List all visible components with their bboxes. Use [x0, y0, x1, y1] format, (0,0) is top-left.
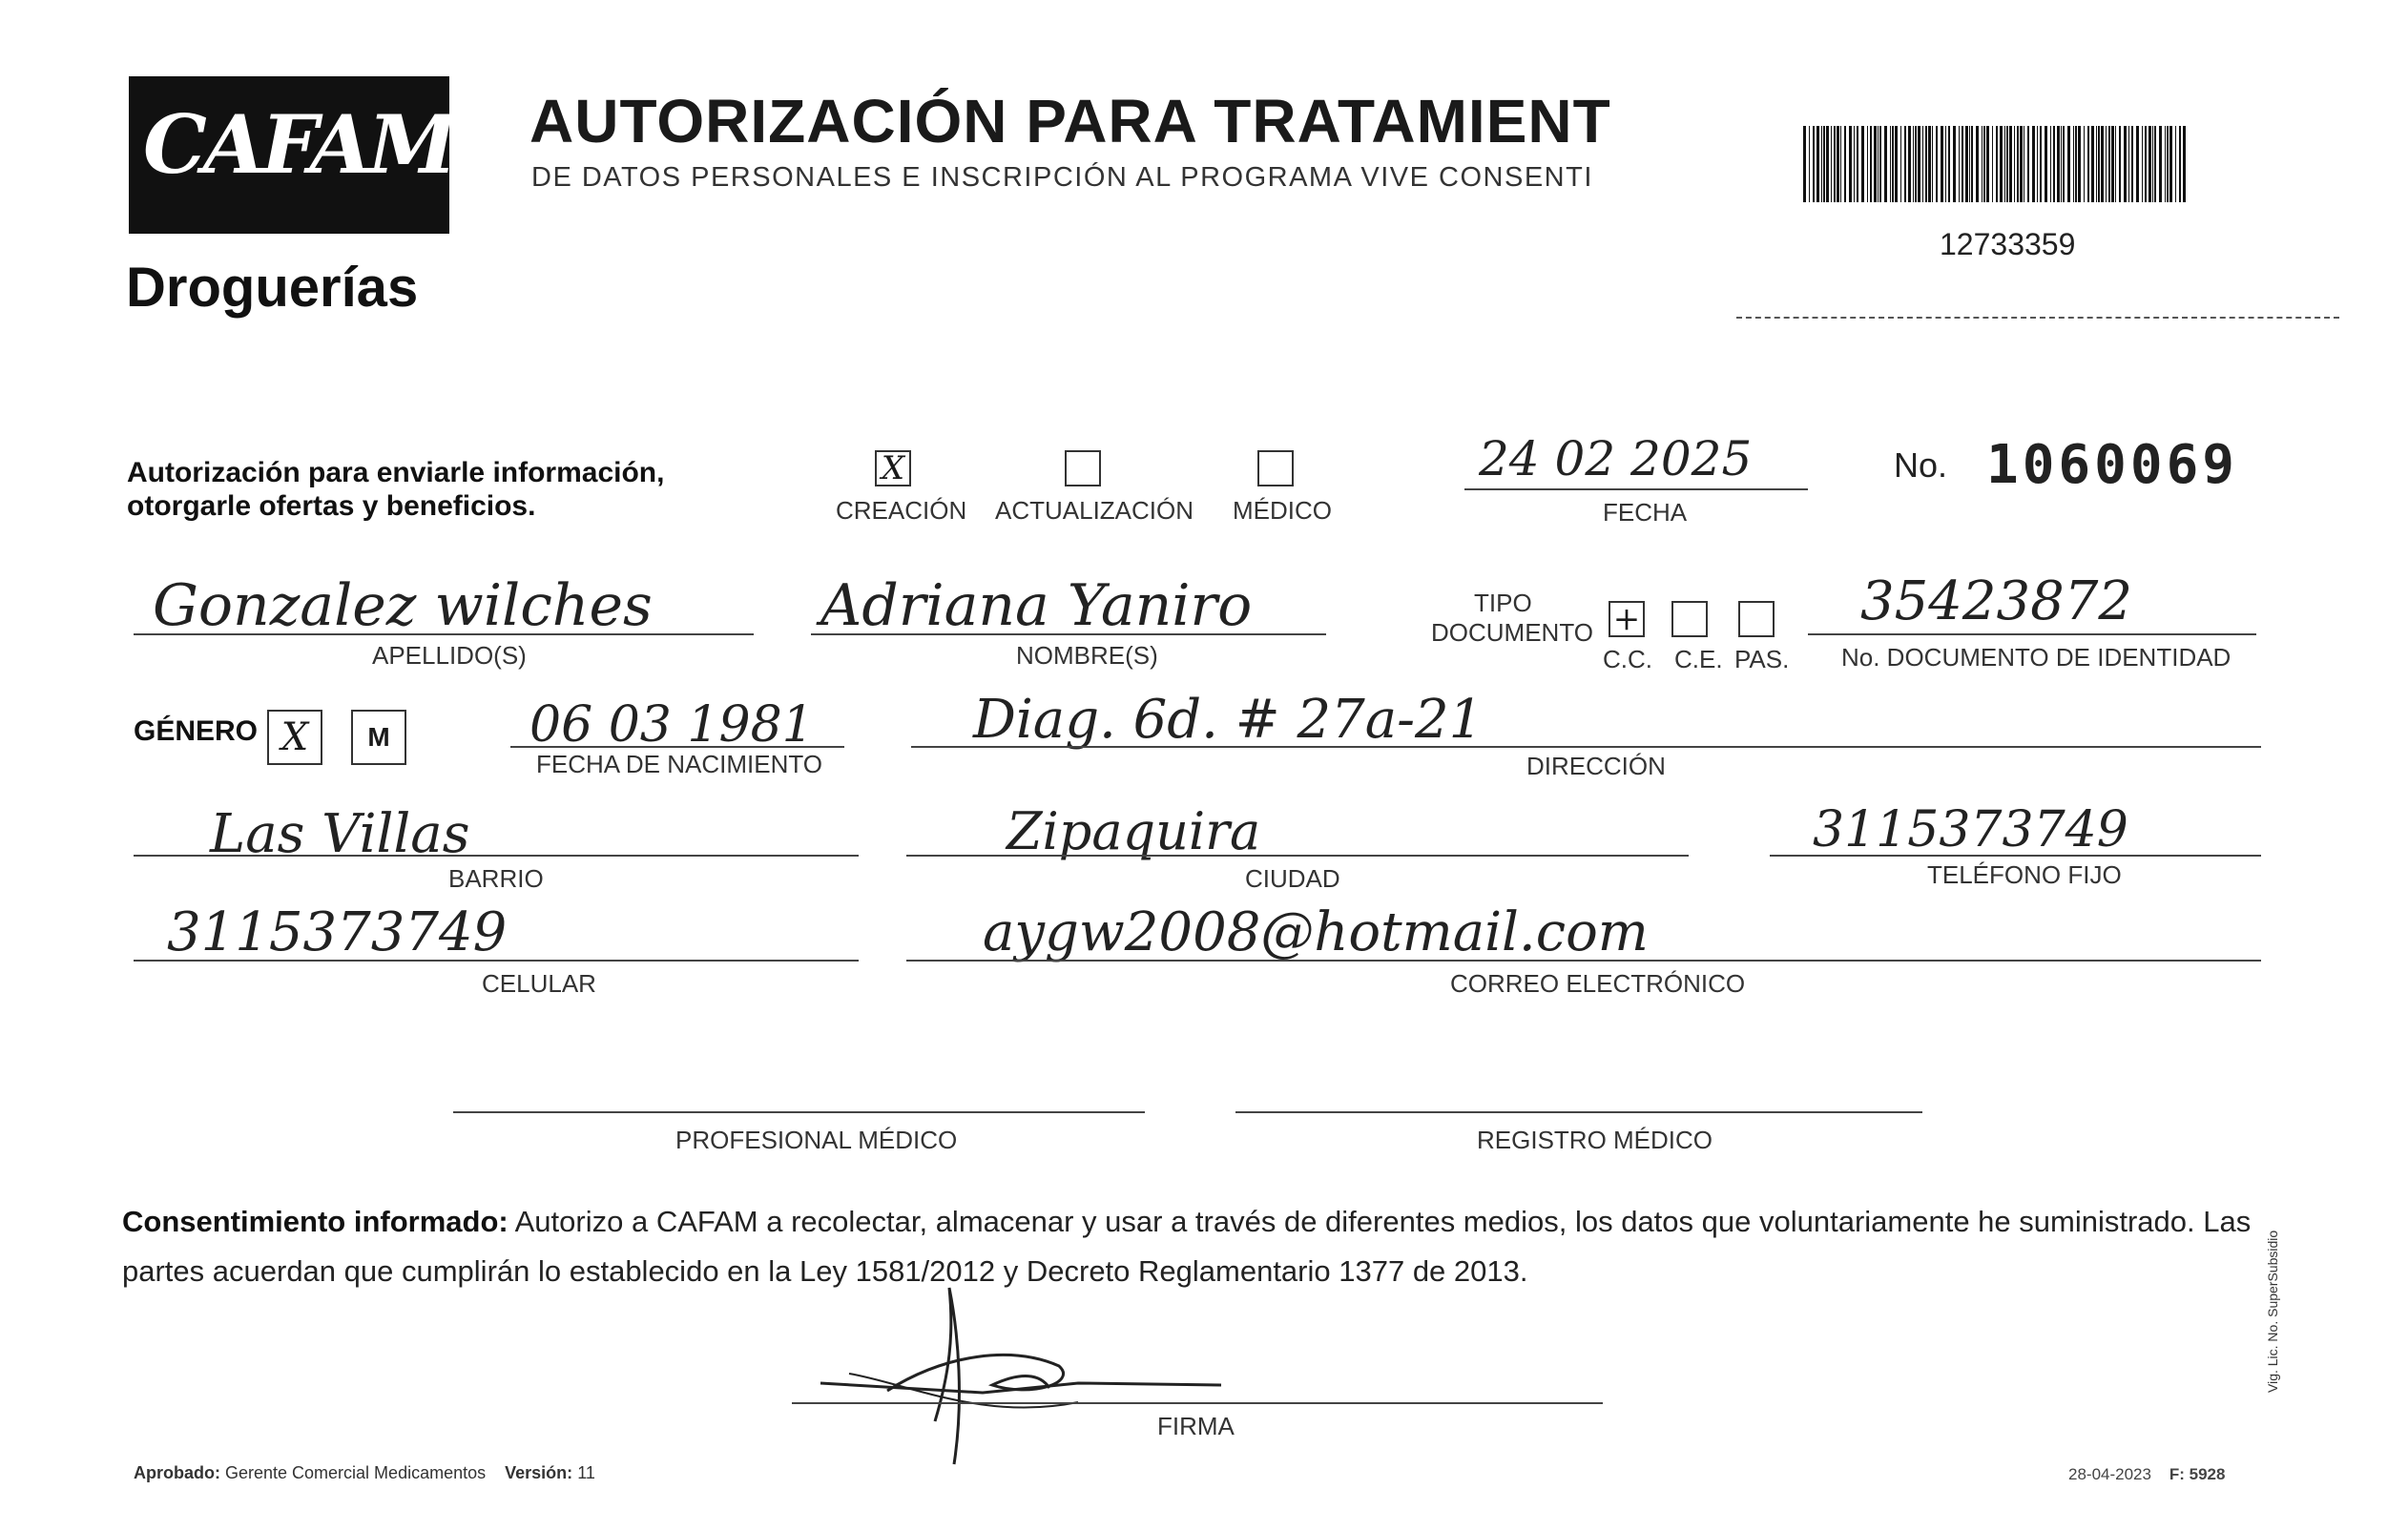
barcode-bar: [1849, 126, 1852, 202]
documento-value: 35423872: [1860, 570, 2133, 632]
nombres-line: [811, 633, 1326, 635]
label-pas: PAS.: [1734, 645, 1790, 673]
barcode-bar: [1945, 126, 1946, 202]
label-cc: C.C.: [1603, 645, 1652, 673]
barcode-bar: [1844, 126, 1846, 202]
barcode-bar: [2169, 126, 2172, 202]
barcode-bar: [1826, 126, 1829, 202]
barcode-bar: [1874, 126, 1877, 202]
barcode-bar: [2098, 126, 2100, 202]
barcode-bar: [2000, 126, 2003, 202]
check-mark-icon: X: [280, 715, 309, 759]
checkbox-cc[interactable]: [1609, 601, 1645, 637]
logo-subtitle: Droguerías: [126, 257, 419, 319]
barcode-bar: [1922, 126, 1923, 202]
barcode-bar: [1904, 126, 1906, 202]
barcode-bar: [1816, 126, 1819, 202]
barrio-label: BARRIO: [448, 864, 544, 893]
registro-line: [1235, 1111, 1922, 1113]
telefono-label: TELÉFONO FIJO: [1927, 860, 2122, 889]
barcode-bar: [1918, 126, 1920, 202]
barcode-bar: [2084, 126, 2085, 202]
form-title: AUTORIZACIÓN PARA TRATAMIENT: [529, 87, 1611, 155]
barcode-bar: [1983, 126, 1985, 202]
barcode-bar: [2061, 126, 2062, 202]
barcode-bar: [1953, 126, 1956, 202]
checkbox-ce[interactable]: [1671, 601, 1708, 637]
barcode-bar: [1823, 126, 1825, 202]
barcode-bar: [2073, 126, 2074, 202]
barcode-bar: [2091, 126, 2094, 202]
barcode-bar: [1900, 126, 1901, 202]
barcode-bar: [2057, 126, 2060, 202]
barcode-bar: [1803, 126, 1806, 202]
barcode-bar: [1861, 126, 1864, 202]
barcode-bar: [2020, 126, 2023, 202]
barcode-bar: [2119, 126, 2121, 202]
barcode-bar: [1821, 126, 1822, 202]
barcode-bar: [2101, 126, 2104, 202]
barcode-bar: [2145, 126, 2147, 202]
nombres-label: NOMBRE(S): [1016, 641, 1158, 670]
barcode-bar: [2108, 126, 2110, 202]
tipo-label-1: TIPO: [1474, 589, 1532, 617]
documento-line: [1808, 633, 2256, 635]
checkbox-genero-f[interactable]: [267, 710, 322, 765]
side-vertical-text: Vig. Lic. No. SuperSubsidio: [2265, 1230, 2280, 1393]
tipo-label-2: DOCUMENTO: [1431, 618, 1593, 647]
genero-label: GÉNERO: [134, 715, 259, 747]
barcode-bar: [1895, 126, 1898, 202]
barcode-bar: [1884, 126, 1887, 202]
barcode-bar: [2063, 126, 2065, 202]
barcode-bar: [2124, 126, 2127, 202]
barcode-bar: [1831, 126, 1832, 202]
barcode-bar: [2037, 126, 2038, 202]
celular-value: 3115373749: [167, 901, 508, 963]
barcode-bar: [2149, 126, 2151, 202]
barcode-bar: [1908, 126, 1911, 202]
barcode-bar: [2159, 126, 2162, 202]
barcode-bar: [1854, 126, 1855, 202]
barcode-bar: [2111, 126, 2114, 202]
fecha-label: FECHA: [1603, 498, 1688, 527]
barcode-bar: [1959, 126, 1960, 202]
barcode-bar: [1870, 126, 1872, 202]
barcode-bar: [2179, 126, 2181, 202]
barcode-bar: [1992, 126, 1993, 202]
label-medico: MÉDICO: [1233, 496, 1332, 525]
consent-heading: Consentimiento informado:: [122, 1205, 509, 1238]
checkbox-medico[interactable]: [1257, 450, 1294, 486]
barcode-bar: [2004, 126, 2005, 202]
version-value: 11: [577, 1463, 595, 1482]
profesional-line: [453, 1111, 1145, 1113]
barcode-bar: [2175, 126, 2176, 202]
barcode-bar: [2152, 126, 2153, 202]
barcode-bar: [2027, 126, 2029, 202]
barcode-bar: [2106, 126, 2107, 202]
barcode-bar: [1941, 126, 1943, 202]
apellidos-value: Gonzalez wilches: [153, 572, 653, 639]
form-subtitle: DE DATOS PERSONALES E INSCRIPCIÓN AL PROGRAMA VIVE CONSENTI: [531, 162, 1593, 193]
authorization-line-1: Autorización para enviarle información,: [127, 457, 665, 488]
barcode-bar: [2165, 126, 2166, 202]
barcode-bar: [1969, 126, 1970, 202]
authorization-line-2: otorgarle ofertas y beneficios.: [127, 490, 536, 522]
barcode-bar: [1962, 126, 1963, 202]
firma-label: FIRMA: [1157, 1412, 1235, 1440]
nacimiento-line: [510, 746, 844, 748]
aprobado-value: Gerente Comercial Medicamentos: [225, 1463, 487, 1482]
checkbox-creacion[interactable]: [875, 450, 911, 486]
barcode-bar: [1913, 126, 1914, 202]
barcode-bar: [1928, 126, 1931, 202]
barcode-bar: [1971, 126, 1973, 202]
barrio-line: [134, 855, 859, 857]
barcode-bar: [1809, 126, 1810, 202]
barcode-bar: [1837, 126, 1839, 202]
barcode-bar: [2009, 126, 2012, 202]
direccion-label: DIRECCIÓN: [1526, 752, 1666, 780]
direccion-value: Diag. 6d. # 27a-21: [973, 689, 1484, 751]
ciudad-value: Zipaquira: [1007, 801, 1261, 861]
barcode-bar: [1867, 126, 1868, 202]
documento-label: No. DOCUMENTO DE IDENTIDAD: [1841, 643, 2232, 672]
profesional-label: PROFESIONAL MÉDICO: [675, 1126, 958, 1154]
barcode-bar: [1813, 126, 1815, 202]
barcode-bar: [1932, 126, 1933, 202]
barcode-bar: [1986, 126, 1989, 202]
cafam-logo: CAFAM: [143, 97, 453, 192]
ciudad-label: CIUDAD: [1245, 864, 1340, 893]
barrio-value: Las Villas: [210, 803, 470, 865]
authorization-text: [127, 456, 664, 523]
checkbox-genero-m[interactable]: [351, 710, 406, 765]
barcode-bar: [2096, 126, 2097, 202]
firma-line: [792, 1402, 1603, 1404]
barcode-bar: [2128, 126, 2129, 202]
telefono-line: [1770, 855, 2261, 857]
consent-text: Autorizo a CAFAM a recolectar, almacenar y usar a través de diferentes medios, los datos que voluntariamente he suministrado. Las partes acuerdan que cumplirán lo establecido en la Ley 1581/2012 y Decreto Reglamentario 1377 de 2013.: [122, 1205, 2252, 1288]
correo-line: [906, 960, 2261, 962]
footer-approval: [134, 1463, 595, 1483]
registro-label: REGISTRO MÉDICO: [1477, 1126, 1713, 1154]
fecha-line: [1464, 488, 1808, 490]
barcode-bar: [1996, 126, 1998, 202]
barcode-bar: [2014, 126, 2015, 202]
barcode-bar: [1915, 126, 1917, 202]
barcode-bar: [2115, 126, 2116, 202]
barcode-bar: [2183, 126, 2186, 202]
barcode: [1803, 126, 2187, 202]
nombres-value: Adriana Yaniro: [820, 572, 1253, 639]
celular-line: [134, 960, 859, 962]
barcode-bar: [1878, 126, 1879, 202]
barcode-bar: [2032, 126, 2035, 202]
barcode-bar: [2017, 126, 2019, 202]
barcode-bar: [1834, 126, 1836, 202]
fecha-value: 24 02 2025: [1479, 431, 1753, 486]
nacimiento-label: FECHA DE NACIMIENTO: [536, 750, 823, 778]
barcode-bar: [2075, 126, 2077, 202]
check-mark-icon: +: [1612, 600, 1641, 638]
date-code: 28-04-2023: [2068, 1465, 2151, 1483]
checkbox-pas[interactable]: [1738, 601, 1775, 637]
label-actualizacion: ACTUALIZACIÓN: [995, 496, 1194, 525]
barcode-bar: [2006, 126, 2008, 202]
correo-value: aygw2008@hotmail.com: [983, 901, 1649, 963]
barcode-bar: [2045, 126, 2047, 202]
barcode-bar: [1879, 126, 1881, 202]
barcode-bar: [2078, 126, 2081, 202]
barcode-bar: [1965, 126, 1968, 202]
barcode-bar: [1936, 126, 1938, 202]
genero-m-label: M: [367, 722, 390, 752]
barcode-bar: [2067, 126, 2070, 202]
ciudad-line: [906, 855, 1689, 857]
celular-label: CELULAR: [482, 969, 596, 998]
aprobado-label: Aprobado:: [134, 1463, 220, 1482]
form-code: F: 5928: [2169, 1465, 2226, 1483]
barcode-bar: [1948, 126, 1950, 202]
barcode-bar: [2136, 126, 2139, 202]
barcode-bar: [1892, 126, 1894, 202]
form-number-label: No.: [1894, 445, 1948, 485]
barcode-bar: [1976, 126, 1979, 202]
barcode-bar: [2167, 126, 2169, 202]
footer-codes: [2068, 1465, 2225, 1484]
form-number: 1060069: [1986, 434, 2239, 496]
nacimiento-value: 06 03 1981: [529, 696, 814, 754]
header-divider: [1736, 317, 2339, 319]
barcode-number: 12733359: [1940, 227, 2076, 261]
label-creacion: CREACIÓN: [836, 496, 967, 525]
barcode-bar: [1857, 126, 1858, 202]
check-mark-icon: X: [881, 449, 905, 487]
label-ce: C.E.: [1674, 645, 1723, 673]
barcode-bar: [2142, 126, 2143, 202]
apellidos-label: APELLIDO(S): [372, 641, 527, 670]
version-label: Versión:: [505, 1463, 573, 1482]
apellidos-line: [134, 633, 754, 635]
barcode-bar: [2040, 126, 2042, 202]
barcode-bar: [2154, 126, 2156, 202]
barcode-bar: [1925, 126, 1927, 202]
checkbox-actualizacion[interactable]: [1065, 450, 1101, 486]
direccion-line: [911, 746, 2261, 748]
barcode-bar: [2050, 126, 2051, 202]
correo-label: CORREO ELECTRÓNICO: [1450, 969, 1746, 998]
telefono-value: 3115373749: [1813, 801, 2128, 859]
barcode-bar: [2053, 126, 2055, 202]
barcode-bar: [2087, 126, 2089, 202]
barcode-bar: [2131, 126, 2133, 202]
barcode-bar: [1840, 126, 1841, 202]
barcode-bar: [1890, 126, 1891, 202]
